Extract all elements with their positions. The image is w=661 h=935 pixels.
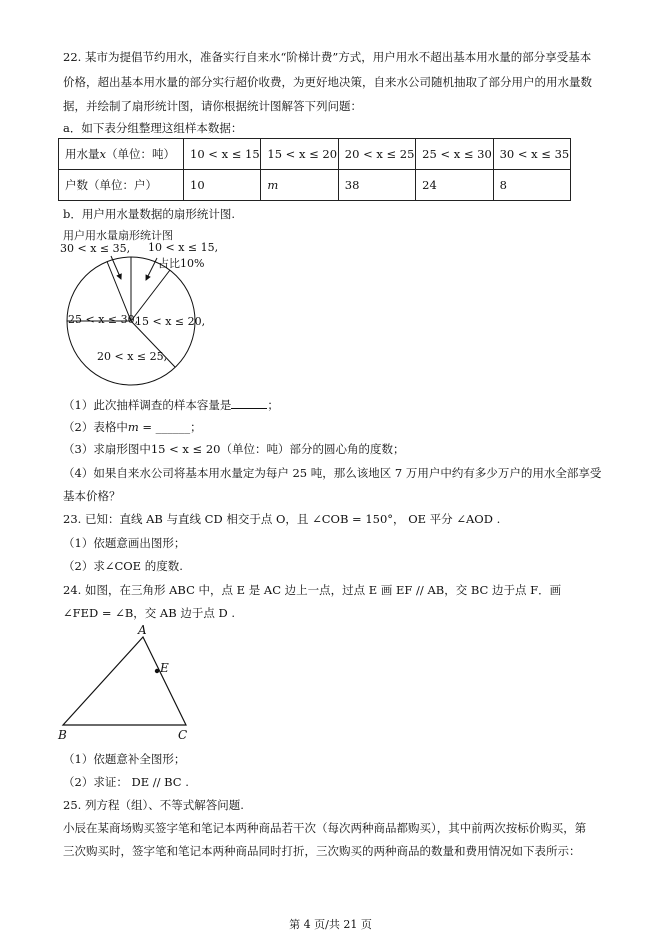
- q22-part-a: a．如下表分组整理这组样本数据：: [63, 121, 243, 135]
- table-cell-households-label: 户数（单位：户）: [59, 170, 184, 201]
- q22-sub-2: （2）表格中m = ______；: [63, 420, 202, 434]
- q22-sub-3: （3）求扇形图中15 < x ≤ 20（单位：吨）部分的圆心角的度数；: [63, 442, 405, 456]
- pie-label-25-30: 25 < x ≤ 30,: [68, 313, 139, 326]
- triangle-abc-figure: [55, 622, 205, 744]
- q22-sub-4-line-1: （4）如果自来水公司将基本用水量定为每户 25 吨，那么该地区 7 万用户中约有多少万户的用水全部享受: [63, 466, 602, 480]
- table-row: [59, 170, 571, 201]
- label-b: B: [58, 728, 67, 742]
- q24-statement-line-2: ∠FED = ∠B，交 AB 边于点 D .: [63, 606, 236, 620]
- table-header-cell: 25 < x ≤ 30: [416, 139, 493, 170]
- q23-statement: 23. 已知：直线 AB 与直线 CD 相交于点 O，且 ∠COB = 150°， OE 平分 ∠AOD .: [63, 512, 501, 526]
- q25-line-2: 三次购买时，签字笔和笔记本两种商品同时打折，三次购买的两种商品的数量和费用情况如下表所示：: [63, 844, 581, 858]
- q23-sub-1: （1）依题意画出图形；: [63, 536, 186, 550]
- label-e: E: [160, 661, 169, 675]
- point-e: [155, 669, 159, 673]
- q22-sub-1: （1）此次抽样调查的样本容量是 ；: [63, 398, 279, 412]
- table-cell: 8: [493, 170, 570, 201]
- q25-title: 25. 列方程（组）、不等式解答问题.: [63, 798, 244, 812]
- pie-label-10-15-percent: 占比10%: [158, 257, 205, 270]
- label-c: C: [178, 728, 188, 742]
- table-header-cell: 30 < x ≤ 35: [493, 139, 570, 170]
- q25-line-1: 小辰在某商场购买签字笔和笔记本两种商品若干次（每次两种商品都购买），其中前两次按标价购买，第: [63, 821, 587, 835]
- triangle-abc: [63, 637, 186, 725]
- table-header-cell: 20 < x ≤ 25: [338, 139, 415, 170]
- table-header-cell: 15 < x ≤ 20: [261, 139, 338, 170]
- table-cell: 10: [184, 170, 261, 201]
- pie-arrow: [146, 258, 157, 280]
- q22-sub-4-line-2: 基本价格？: [63, 489, 121, 503]
- pie-chart-title: 用户用水量扇形统计图: [63, 229, 173, 242]
- q23-sub-2: （2）求∠COE 的度数.: [63, 559, 183, 573]
- q24-statement-line-1: 24. 如图，在三角形 ABC 中，点 E 是 AC 边上一点，过点 E 画 EF // AB，交 BC 边于点 F．画: [63, 583, 562, 597]
- pie-chart: [55, 240, 255, 390]
- q24-sub-1: （1）依题意补全图形；: [63, 752, 186, 766]
- pie-label-30-35: 30 < x ≤ 35,: [60, 242, 131, 255]
- q22-intro-line-1: 22. 某市为提倡节约用水，准备实行自来水“阶梯计费”方式，用户用水不超出基本用水量的部分享受基本: [63, 50, 592, 64]
- table-cell-usage-label: 用水量x（单位：吨）: [59, 139, 184, 170]
- table-header-cell: 10 < x ≤ 15: [184, 139, 261, 170]
- water-usage-table: [58, 138, 571, 201]
- q22-part-b: b．用户用水量数据的扇形统计图.: [63, 207, 236, 221]
- table-row: [59, 139, 571, 170]
- page-footer: 第 4 页/共 21 页: [289, 918, 372, 931]
- pie-label-20-25: 20 < x ≤ 25,: [97, 350, 168, 363]
- pie-label-15-20: 15 < x ≤ 20,: [135, 315, 206, 328]
- q22-intro-line-2: 价格，超出基本用水量的部分实行超价收费，为更好地决策，自来水公司随机抽取了部分用户的用水量数: [63, 75, 592, 89]
- pie-label-10-15: 10 < x ≤ 15,: [148, 241, 219, 254]
- q24-sub-2: （2）求证： DE // BC .: [63, 775, 189, 789]
- table-cell: m: [261, 170, 338, 201]
- table-cell: 38: [338, 170, 415, 201]
- table-cell: 24: [416, 170, 493, 201]
- q22-intro-line-3: 据，并绘制了扇形统计图，请你根据统计图解答下列问题：: [63, 99, 362, 113]
- label-a: A: [138, 623, 147, 637]
